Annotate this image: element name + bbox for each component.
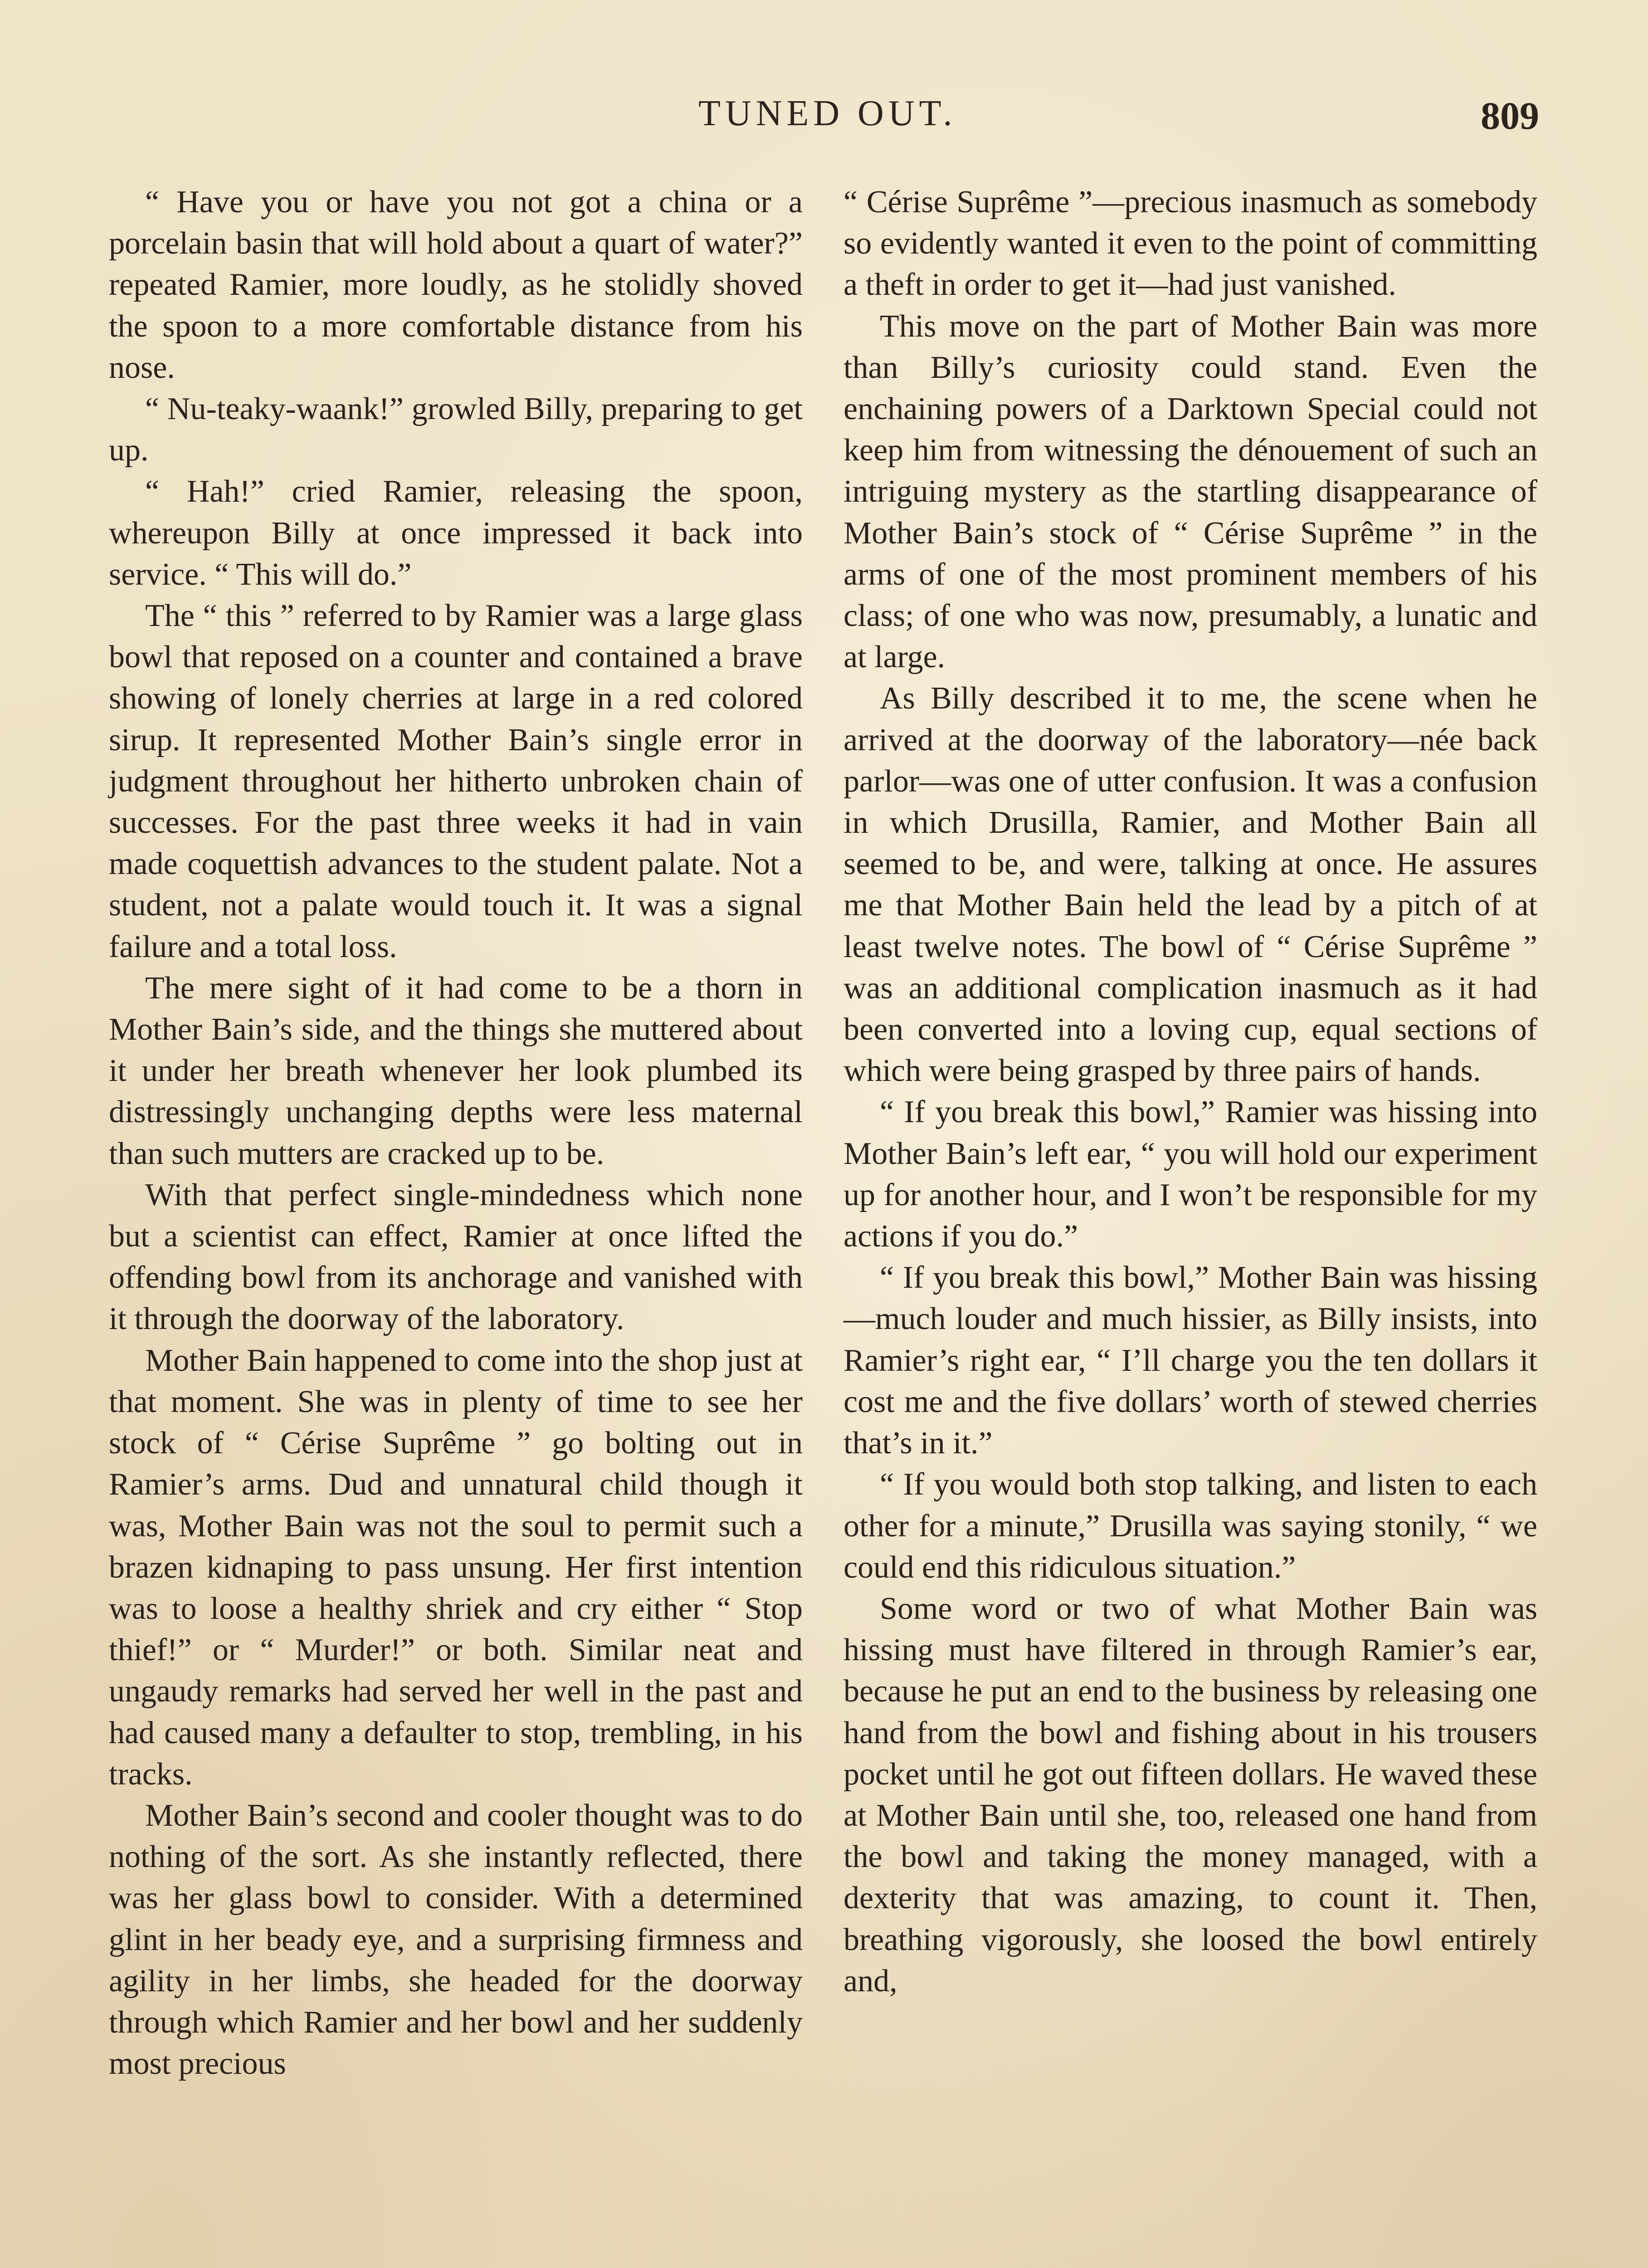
page-number: 809 xyxy=(1481,94,1539,137)
running-title: TUNED OUT. xyxy=(698,93,957,133)
paragraph: This move on the part of Mother Bain was more than Billy’s curiosity could stand. Even the enchaining powers of a Darktown Special could not keep him from witnessing the dénouement of such an intriguing mystery as the startling disappearance of Mother Bain’s stock of “ Cérise Suprême ” in the arms of one of the most prominent members of his class; of one who was now, presumably, a lunatic and at large. xyxy=(844,308,1537,675)
paragraph: The “ this ” referred to by Ramier was a large glass bowl that reposed on a counter and contained a brave showing of lonely cherries at large in a red colored sirup. It represented Mother Bain’s single error in judgment throughout her hitherto unbroken chain of successes. For the past three weeks it had in vain made coquettish advances to the student palate. Not a student, not a palate would touch it. It was a signal failure and a total loss. xyxy=(109,598,803,964)
paragraph: With that perfect single-mindedness which none but a scientist can effect, Ramier at once lifted the offending bowl from its anchorage and vanished with it through the doorway of the laboratory. xyxy=(109,1177,803,1337)
right-column xyxy=(844,181,1537,2002)
paragraph: “ If you break this bowl,” Mother Bain was hissing—much louder and much hissier, as Billy insists, into Ramier’s right ear, “ I’ll charge you the ten dollars it cost me and the five dollars’ worth of stewed cherries that’s in it.” xyxy=(844,1260,1537,1461)
paragraph-continued: “ Cérise Suprême ”—precious inasmuch as somebody so evidently wanted it even to the point of committing a theft in order to get it—had just vanished. xyxy=(844,185,1537,303)
paragraph: Mother Bain’s second and cooler thought was to do nothing of the sort. As she instantly reflected, there was her glass bowl to consider. With a determined glint in her beady eye, and a surprising firmness and agility in her limbs, she headed for the doorway through which Ramier and her bowl and her suddenly most precious xyxy=(109,1798,803,2082)
left-column xyxy=(109,181,803,2084)
paragraph: “ If you break this bowl,” Ramier was hissing into Mother Bain’s left ear, “ you will hold our experiment up for another hour, and I won’t be responsible for my actions if you do.” xyxy=(844,1095,1537,1254)
paragraph: Mother Bain happened to come into the shop just at that moment. She was in plenty of time to see her stock of “ Cérise Suprême ” go bolting out in Ramier’s arms. Dud and unnatural child though it was, Mother Bain was not the soul to permit such a brazen kidnaping to pass unsung. Her first intention was to loose a healthy shriek and cry either “ Stop thief!” or “ Murder!” or both. Similar neat and ungaudy remarks had served her well in the past and had caused many a defaulter to stop, trembling, in his tracks. xyxy=(109,1343,803,1792)
paragraph: “ If you would both stop talking, and listen to each other for a minute,” Drusilla was saying stonily, “ we could end this ridiculous situation.” xyxy=(844,1467,1537,1585)
paragraph: “ Hah!” cried Ramier, releasing the spoon, whereupon Billy at once impressed it back into service. “ This will do.” xyxy=(109,474,803,592)
paragraph: As Billy described it to me, the scene when he arrived at the doorway of the laboratory—née back parlor—was one of utter confusion. It was a confusion in which Drusilla, Ramier, and Mother Bain all seemed to be, and were, talking at once. He assures me that Mother Bain held the lead by a pitch of at least twelve notes. The bowl of “ Cérise Suprême ” was an additional complication inasmuch as it had been converted into a loving cup, equal sections of which were being grasped by three pairs of hands. xyxy=(844,681,1537,1089)
paragraph: Some word or two of what Mother Bain was hissing must have filtered in through Ramier’s ear, because he put an end to the business by releasing one hand from the bowl and fishing about in his trousers pocket until he got out fifteen dollars. He waved these at Mother Bain until she, too, released one hand from the bowl and taking the money managed, with a dexterity that was amazing, to count it. Then, breathing vigorously, she loosed the bowl entirely and, xyxy=(844,1591,1537,1999)
page-header xyxy=(0,93,1648,147)
paragraph: The mere sight of it had come to be a thorn in Mother Bain’s side, and the things she muttered about it under her breath whenever her look plumbed its distressingly unchanging depths were less maternal than such mutters are cracked up to be. xyxy=(109,970,803,1171)
paragraph: “ Nu-teaky-waank!” growled Billy, preparing to get up. xyxy=(109,391,803,468)
paragraph: “ Have you or have you not got a china or a porcelain basin that will hold about a quart of water?” repeated Ramier, more loudly, as he stolidly shoved the spoon to a more comfortable distance from his nose. xyxy=(109,185,803,385)
